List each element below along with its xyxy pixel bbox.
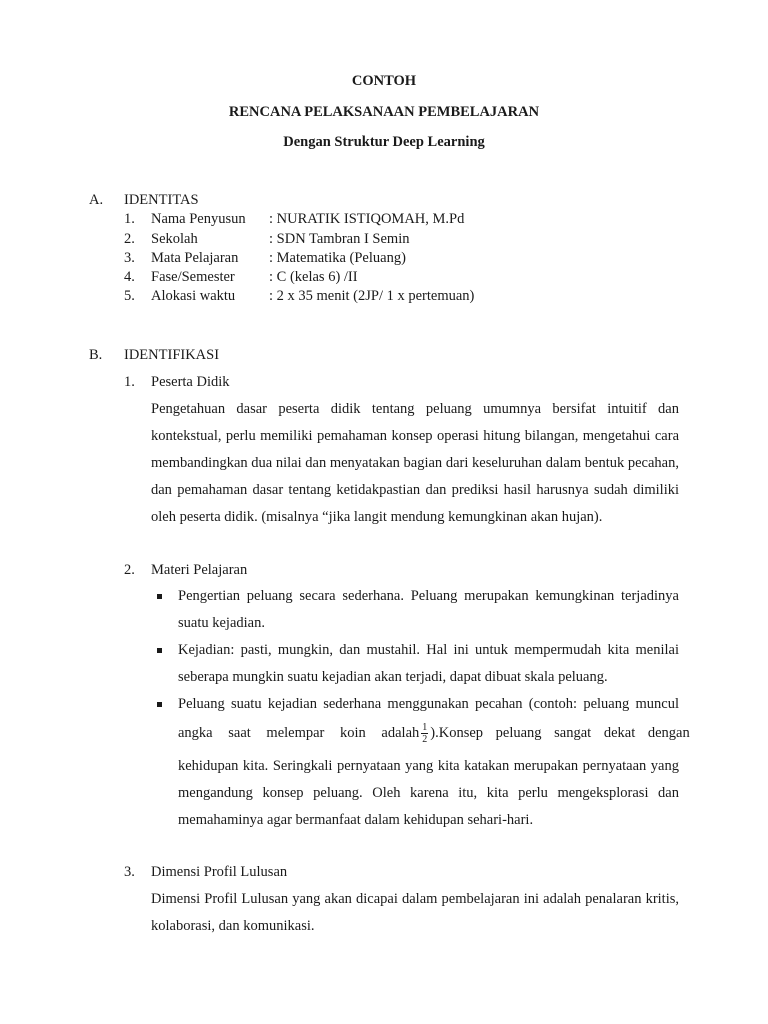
identity-row-num: 4. — [124, 269, 135, 285]
fraction-trail-text: ).Konsep peluang sangat dekat dengan — [430, 725, 690, 741]
item-heading: Materi Pelajaran — [151, 562, 248, 578]
item-number: 2. — [124, 562, 135, 578]
identity-row-label: Fase/Semester — [151, 269, 235, 285]
identity-row-num: 3. — [124, 250, 135, 266]
identity-row-num: 1. — [124, 211, 135, 227]
profil-lulusan-paragraph: Dimensi Profil Lulusan yang akan dicapai dalam pembelajaran ini adalah penalaran kritis, kolaborasi, dan komunikasi. — [151, 891, 679, 934]
section-b-letter: B. — [89, 347, 103, 363]
bullet-marker — [157, 648, 162, 653]
bullet-text: Peluang suatu kejadian sederhana menggunakan pecahan (contoh: peluang muncul — [178, 696, 679, 712]
identity-row-value: : C (kelas 6) /II — [269, 269, 358, 285]
doc-title: RENCANA PELAKSANAAN PEMBELAJARAN — [228, 104, 540, 120]
bullet-marker — [157, 702, 162, 707]
identity-row-label: Nama Penyusun — [151, 211, 246, 227]
identity-row-value: : SDN Tambran I Semin — [269, 231, 410, 247]
fraction-lead-text: angka saat melempar koin adalah — [178, 725, 420, 741]
item-heading: Peserta Didik — [151, 374, 230, 390]
identity-row-label: Alokasi waktu — [151, 288, 236, 304]
section-a-letter: A. — [89, 192, 104, 208]
doc-subtitle: Dengan Struktur Deep Learning — [283, 134, 485, 150]
item-heading: Dimensi Profil Lulusan — [151, 864, 288, 880]
bullet-text: Kejadian: pasti, mungkin, dan mustahil. Hal ini untuk mempermudah kita menilai seberapa mungkin suatu kejadian akan terjadi, dapat dibuat skala peluang. — [178, 642, 679, 685]
doc-label: CONTOH — [351, 73, 417, 89]
section-a-title: IDENTITAS — [124, 192, 199, 208]
item-number: 3. — [124, 864, 135, 880]
bullet-text: kehidupan kita. Seringkali pernyataan yang kita katakan merupakan pernyataan yang mengandung konsep peluang. Oleh karena itu, kita perlu mengeksplorasi dan memahaminya agar bermanfaat dalam kehidupan sehari-hari. — [178, 758, 679, 828]
fraction-one-half: $\frac{1}{2}$ — [422, 722, 428, 745]
identity-row-num: 2. — [124, 231, 135, 247]
item-number: 1. — [124, 374, 135, 390]
identity-row-num: 5. — [124, 288, 135, 304]
identity-row-value: : 2 x 35 menit (2JP/ 1 x pertemuan) — [269, 288, 475, 304]
bullet-text-line-with-fraction — [178, 722, 690, 745]
identity-row-label: Sekolah — [151, 231, 198, 247]
section-b-title: IDENTIFIKASI — [124, 347, 220, 363]
bullet-marker — [157, 594, 162, 599]
identity-row-value: : NURATIK ISTIQOMAH, M.Pd — [269, 211, 465, 227]
identity-row-label: Mata Pelajaran — [151, 250, 239, 266]
bullet-text: Pengertian peluang secara sederhana. Peluang merupakan kemungkinan terjadinya suatu kejadian. — [178, 588, 679, 631]
peserta-didik-paragraph: Pengetahuan dasar peserta didik tentang peluang umumnya bersifat intuitif dan kontekstual, perlu memiliki pemahaman konsep operasi hitung bilangan, mengetahui cara membandingkan dua nilai dan menyatakan bagian dari keseluruhan dalam bentuk pecahan, dan pemahaman dasar tentang ketidakpastian dan prediksi hasil harusnya sudah dimiliki oleh peserta didik. (misalnya “jika langit mendung kemungkinan akan hujan). — [151, 401, 679, 525]
identity-row-value: : Matematika (Peluang) — [269, 250, 406, 266]
